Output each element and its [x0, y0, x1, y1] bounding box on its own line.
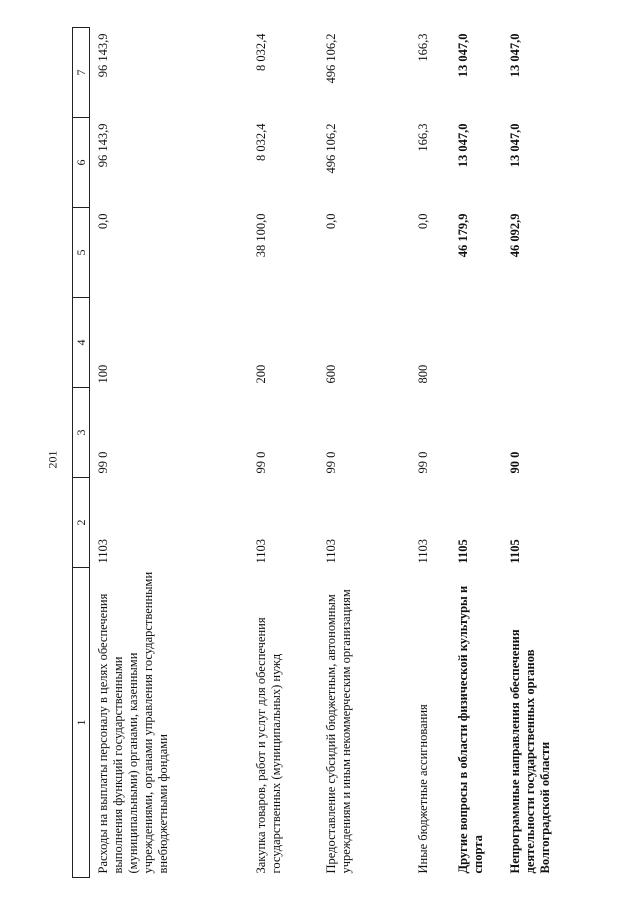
- cell-expense-type: 800: [415, 364, 430, 384]
- cell-target: 99 0: [253, 451, 268, 474]
- table-row: [450, 28, 502, 878]
- cell-expense-type: 600: [323, 364, 338, 384]
- cell-section: 1105: [455, 539, 470, 564]
- cell-value: 8 032,4: [253, 123, 268, 161]
- cell-expense-type: [450, 298, 502, 388]
- table-row: [248, 28, 318, 878]
- cell-value: 8 032,4: [253, 33, 268, 71]
- cell-expense-type: 200: [253, 364, 268, 384]
- cell-expense-type: [502, 298, 572, 388]
- rotated-page: [72, 28, 572, 878]
- cell-target: [450, 388, 502, 478]
- header-cell: 2: [73, 478, 90, 568]
- cell-value: 0,0: [415, 213, 430, 230]
- cell-section: 1103: [323, 538, 338, 564]
- header-cell: 7: [73, 28, 90, 118]
- row-name: Расходы на выплаты персоналу в целях обеспечения выполнения функций государственными (муниципальными) органами, казенными учреждениями, органами управления государственными внебюджетными фондами: [96, 571, 170, 874]
- cell-section: 1103: [253, 538, 268, 564]
- table-row: [318, 28, 410, 878]
- cell-value: 46 179,9: [455, 213, 470, 258]
- cell-target: 90 0: [507, 451, 522, 474]
- cell-value: 38 100,0: [253, 213, 268, 258]
- budget-table: [72, 27, 572, 878]
- page-number: 201: [45, 450, 60, 469]
- cell-value: 0,0: [323, 213, 338, 230]
- row-name: Предоставление субсидий бюджетным, автономным учреждениям и иным некоммерческим организациям: [323, 589, 353, 874]
- cell-value: 13 047,0: [507, 123, 522, 168]
- cell-value: 46 092,9: [507, 213, 522, 258]
- header-cell: 6: [73, 118, 90, 208]
- cell-value: 166,3: [415, 33, 430, 62]
- header-cell: 3: [73, 388, 90, 478]
- cell-target: 99 0: [415, 451, 430, 474]
- table-row: [502, 28, 572, 878]
- cell-target: 99 0: [323, 451, 338, 474]
- cell-section: 1103: [96, 538, 110, 564]
- table-row: [410, 28, 450, 878]
- row-name: Иные бюджетные ассигнования: [415, 704, 430, 874]
- cell-section: 1103: [415, 538, 430, 564]
- cell-expense-type: 100: [96, 364, 110, 384]
- row-name: Закупка товаров, работ и услуг для обеспечения государственных (муниципальных) нужд: [253, 617, 283, 874]
- cell-value: 0,0: [96, 213, 110, 230]
- cell-value: 496 106,2: [323, 33, 338, 84]
- cell-value: 13 047,0: [507, 33, 522, 78]
- cell-value: 13 047,0: [455, 33, 470, 78]
- table-row: [90, 28, 248, 878]
- header-row: [73, 28, 90, 878]
- header-cell: 4: [73, 298, 90, 388]
- cell-value: 13 047,0: [455, 123, 470, 168]
- cell-target: 99 0: [96, 451, 110, 474]
- header-cell: 5: [73, 208, 90, 298]
- cell-value: 166,3: [415, 123, 430, 152]
- cell-value: 496 106,2: [323, 123, 338, 174]
- row-name: Непрограммные направления обеспечения деятельности государственных органов Волгоградской области: [507, 629, 552, 874]
- row-name: Другие вопросы в области физической культуры и спорта: [455, 585, 485, 874]
- cell-value: 96 143,9: [96, 123, 110, 168]
- cell-section: 1105: [507, 539, 522, 564]
- cell-value: 96 143,9: [96, 33, 110, 78]
- header-cell: 1: [73, 568, 90, 878]
